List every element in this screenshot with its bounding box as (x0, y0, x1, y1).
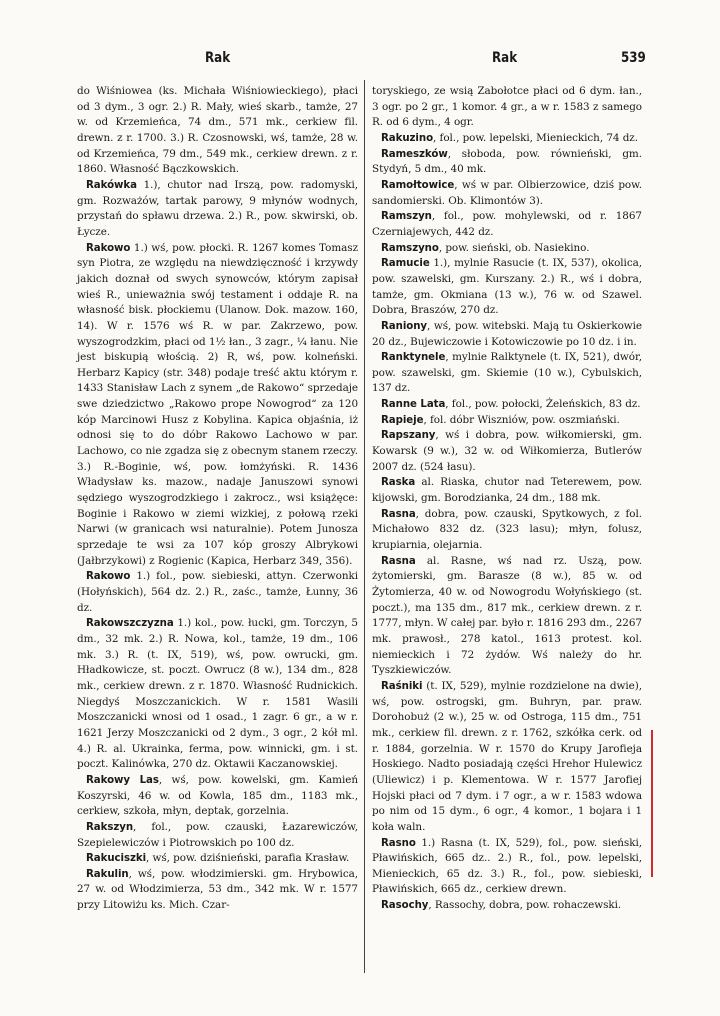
dictionary-entry (372, 147, 642, 178)
dictionary-entry (372, 554, 642, 679)
entry-headword: Ranktynele (381, 352, 446, 364)
entry-headword: Rakowo (86, 571, 131, 583)
dictionary-entry (372, 84, 642, 131)
entry-text: , fol., pow. mohylewski, od r. 1867 Czerniajewych, 442 dz. (372, 210, 642, 238)
dictionary-entry (77, 241, 358, 570)
entry-headword: Rasochy (381, 900, 429, 912)
entry-text: 1.) Rasna (t. IX, 529), fol., pow. sieński, Pławińskich, 665 dz.. 2.) R., fol., pow. lepelski, Mienieckich, 65 dz. 3.) R., fol., pow. siebieski, Pławińskich, 665 dz., cerkiew drewn. (372, 836, 642, 896)
entry-text: , dobra, pow. czauski, Spytkowych, z fol. Michałowo 832 dz. (323 lasu); młyn, folusz, krupiarnia, olejarnia. (372, 507, 642, 552)
entry-text: 1.), mylnie Rasucie (t. IX, 537), okolica, pow. szawelski, gm. Kurszany. 2.) R., wś i dobra, tamże, gm. Okmiana (13 w.), 76 w. od Szawel. Dobra, Braszów, 270 dz. (372, 257, 642, 317)
entry-headword: Ramszyn (381, 211, 432, 223)
entry-text: , wś, pow. witebski. Mają tu Oskierkowie 20 dz., Bujewiczowie i Kotowiczowie po 10 dz. i in. (372, 319, 642, 348)
dictionary-entry (372, 836, 642, 899)
entry-text: al. Riaska, chutor nad Teterewem, pow. kijowski, gm. Borodzianka, 24 dm., 188 mk. (372, 476, 642, 505)
dictionary-entry (77, 851, 358, 867)
entry-text: al. Rasne, wś nad rz. Uszą, pow. żytomierski, gm. Barasze (8 w.), 85 w. od Żytomierza, 40 w. od Nowogrodu Wołyńskiego (st. poczt.), ma 135 dm., 817 mk., cerkiew drewn. z r. 1777, młyn. W całej par. było r. 1816 293 dm., 2267 mk. prawosł., 278 katol., 1613 protest. kol. niemieckich i 72 żydów. Wś należy do hr. Tyszkiewiczów. (372, 554, 642, 677)
entry-text: , wś i dobra, pow. wiłkomierski, gm. Kowarsk (9 w.), 32 w. od Wiłkomierza, Butlerów 2007 dz. (524 łasu). (372, 429, 642, 473)
entry-headword: Rasna (381, 555, 416, 567)
entry-headword: Rasno (381, 837, 416, 849)
dictionary-entry (77, 773, 358, 820)
entry-headword: Ramołtowice (381, 179, 455, 191)
entry-headword: Rakuciszki (86, 853, 147, 865)
dictionary-entry (372, 131, 642, 147)
entry-headword: Rapieje (381, 414, 424, 426)
entry-text: , wś, pow. kowelski, gm. Kamień Koszyrski, 46 w. od Kowla, 185 dm., 1183 mk., cerkiew, szkoła, młyn, deptak, gorzelnia. (77, 773, 359, 818)
entry-headword: Raniony (381, 320, 428, 332)
dictionary-entry (372, 413, 642, 429)
entry-headword: Rapszany (381, 430, 436, 442)
entry-text: , wś, pow. włodzimierski. gm. Hrybowica, 27 w. od Włodzimierza, 53 dm., 342 mk. W r. 1577 przy Litowiżu ks. Mich. Czar- (77, 867, 358, 912)
dictionary-entry (372, 475, 642, 506)
dictionary-entry (372, 350, 642, 397)
entry-headword: Ramucie (381, 258, 430, 270)
entry-headword: Rakowszczyzna (86, 618, 174, 630)
entry-text: , wś, pow. dziśnieński, parafia Krasław. (146, 852, 350, 865)
entry-text: do Wiśniowea (ks. Michała Wiśniowieckiego), płaci od 3 dym., 3 ogr. 2.) R. Mały, wieś skarb., tamże, 27 w. od Krzemieńca, 74 dm., 571 mk., cerkiew fil. drewn. z r. 1700. 3.) R. Czosnowski, wś, tamże, 28 w. od Krzemieńca, 79 dm., 549 mk., cerkiew drewn. z r. 1860. Własność Bączkowskich. (77, 85, 358, 176)
entry-headword: Rakowy Las (86, 774, 159, 786)
dictionary-entry (77, 84, 358, 178)
dictionary-entry (77, 616, 358, 773)
entry-text: , fol., pow. czauski, Łazarewiczów, Szepielewiczów i Piotrowskich po 100 dz. (77, 820, 358, 849)
entry-text: 1.) wś, pow. płocki. R. 1267 komes Tomasz syn Piotra, ze względu na niewdzięczność i krzywdy jakich doznał od swych synowców, którym zapisał wieś R., unieważnia swój testament i oddaje R. na własność bisk. płockiemu (Ulanow. Dok. mazow. 160, 14). W r. 1576 wś R. w par. Zakrzewo, pow. wyszogrodzkim, płaci od 1½ łan., 3 zagr., ¼ łanu. Nie jest biskupią włością. 2) R, wś, pow. kolneński. Herbarz Kapicy (str. 348) podaje treść aktu którym r. 1433 Stanisław Lach z synem „de Rakowo“ sprzedaje swe dziedzictwo „Rakowo prope Nowogrod“ za 120 kóp Marcinowi Husz z Kobylina. Kapica objaśnia, iż odnosi się to do dóbr Rakowo Lachowo w par. Lachowo, co nie zgadza się z obecnym stanem rzeczy. 3.) R.-Boginie, wś, pow. łomżyński. R. 1436 Władysław ks. mazow., nadaje Januszowi synowi sędziego wyszogrodzkiego i zakrocz., wsi książęce: Boginie i Rakowo w ziemi wizkiej, z połową rzeki Narwi (w granicach wsi naturalnie). Potem Junosza sprzedaje te wsi za 107 kóp groszy Albrykowi (Jałbrzykowi) z Rogienic (Kapica, Herbarz 349, 356). (77, 241, 358, 567)
entry-text: , fol. dóbr Wiszniów, pow. oszmiański. (423, 413, 620, 426)
entry-text: 1.), chutor nad Irszą, pow. radomyski, gm. Rozważów, tartak parowy, 9 młynów wodnych, przystań do spławu drzewa. 2.) R., pow. skwirski, ob. Łycze. (77, 178, 358, 238)
entry-headword: Ramszyno (381, 242, 439, 254)
running-head-left: Rak (205, 50, 231, 66)
dictionary-entry (77, 820, 358, 851)
dictionary-entry (372, 898, 642, 914)
red-margin-mark (651, 730, 653, 877)
dictionary-entry (77, 569, 358, 616)
page-number: 539 (621, 50, 646, 66)
dictionary-entry (372, 256, 642, 319)
dictionary-entry (372, 178, 642, 209)
entry-headword: Raśniki (381, 680, 423, 692)
entry-text: , fol., pow. połocki, Żeleńskich, 83 dz. (445, 398, 641, 411)
entry-headword: Rameszków (381, 148, 448, 160)
entry-text: , pow. sieński, ob. Nasiekino. (438, 241, 590, 254)
dictionary-entry (372, 209, 642, 240)
right-column (372, 84, 642, 914)
entry-text: , fol., pow. lepelski, Mienieckich, 74 dz. (433, 131, 638, 144)
dictionary-entry (77, 178, 358, 241)
entry-headword: Rasna (381, 508, 416, 520)
entry-headword: Rakszyn (86, 821, 134, 833)
entry-headword: Rakuzino (381, 132, 434, 144)
entry-text: , mylnie Ralktynele (t. IX, 521), dwór, pow. szawelski, gm. Skiemie (10 w.), Cybulskich, 137 dz. (372, 351, 642, 395)
dictionary-entry (372, 319, 642, 350)
entry-text: 1.) fol., pow. siebieski, attyn. Czerwonki (Hołyńskich), 564 dz. 2.) R., zaśc., tamże, Łunny, 36 dz. (77, 570, 358, 614)
dictionary-entry (77, 867, 358, 914)
entry-text: , Rassochy, dobra, pow. rohaczewski. (428, 899, 622, 912)
entry-headword: Rakówka (86, 179, 137, 191)
column-divider (364, 80, 365, 973)
left-column (77, 84, 358, 914)
running-head-right: Rak (492, 50, 518, 66)
entry-text: , słoboda, pow. równieński, gm. Stydyń, 5 dm., 40 mk. (372, 147, 642, 176)
dictionary-entry (372, 507, 642, 554)
entry-text: toryskiego, ze wsią Zabołotce płaci od 6 dym. łan., 3 ogr. po 2 gr., 1 komor. 4 gr., a w r. 1583 z samego R. od 6 dym., 4 ogr. (372, 85, 642, 129)
entry-text: 1.) kol., pow. łucki, gm. Torczyn, 5 dm., 32 mk. 2.) R. Nowa, kol., tamże, 19 dm., 106 mk. 3.) R. (t. IX, 519), wś, pow. owrucki, gm. Hładkowicze, st. poczt. Owrucz (8 w.), 134 dm., 828 mk., cerkiew drewn. z r. 1870. Własność Rudnickich. Niegdyś Moszczanickich. W r. 1581 Wasili Moszczanicki wnosi od 1 osad., 1 zagr. 6 gr., a w r. 1621 Jerzy Moszczanicki od 2 dym., 3 ogr., 2 kół ml. 4.) R. al. Ukrainka, ferma, pow. winnicki, gm. i st. poczt. Kalinówka, 270 dz. Oktawii Kaczanowskiej. (77, 617, 358, 771)
entry-headword: Raska (381, 477, 416, 489)
entry-headword: Rakulin (86, 868, 129, 880)
dictionary-entry (372, 397, 642, 413)
entry-headword: Ranne Lata (381, 399, 446, 411)
dictionary-entry (372, 679, 642, 836)
dictionary-entry (372, 241, 642, 257)
entry-text: (t. IX, 529), mylnie rozdzielone na dwie), wś, pow. ostrogski, gm. Buhryn, par. praw. Dorohobuż (2 w.), 25 w. od Ostroga, 115 dm., 751 mk., cerkiew fil. drewn. z r. 1762, szkółka cerk. od r. 1884, gorzelnia. W r. 1570 do Krupy Jarofieja Hoskiego. Nadto posiadają części Hrehor Hulewicz (Uliewicz) i p. Klementowa. W r. 1577 Jarofiej Hojski płaci od 7 dym. i 7 ogr., a w r. 1583 wdowa po nim od 15 dym., 6 ogr., 4 komor., 1 bojara i 1 koła waln. (372, 679, 642, 833)
entry-headword: Rakowo (86, 242, 131, 254)
entry-text: , wś w par. Olbierzowice, dziś pow. sandomierski. Ob. Klimontów 3). (372, 178, 642, 207)
dictionary-entry (372, 428, 642, 475)
